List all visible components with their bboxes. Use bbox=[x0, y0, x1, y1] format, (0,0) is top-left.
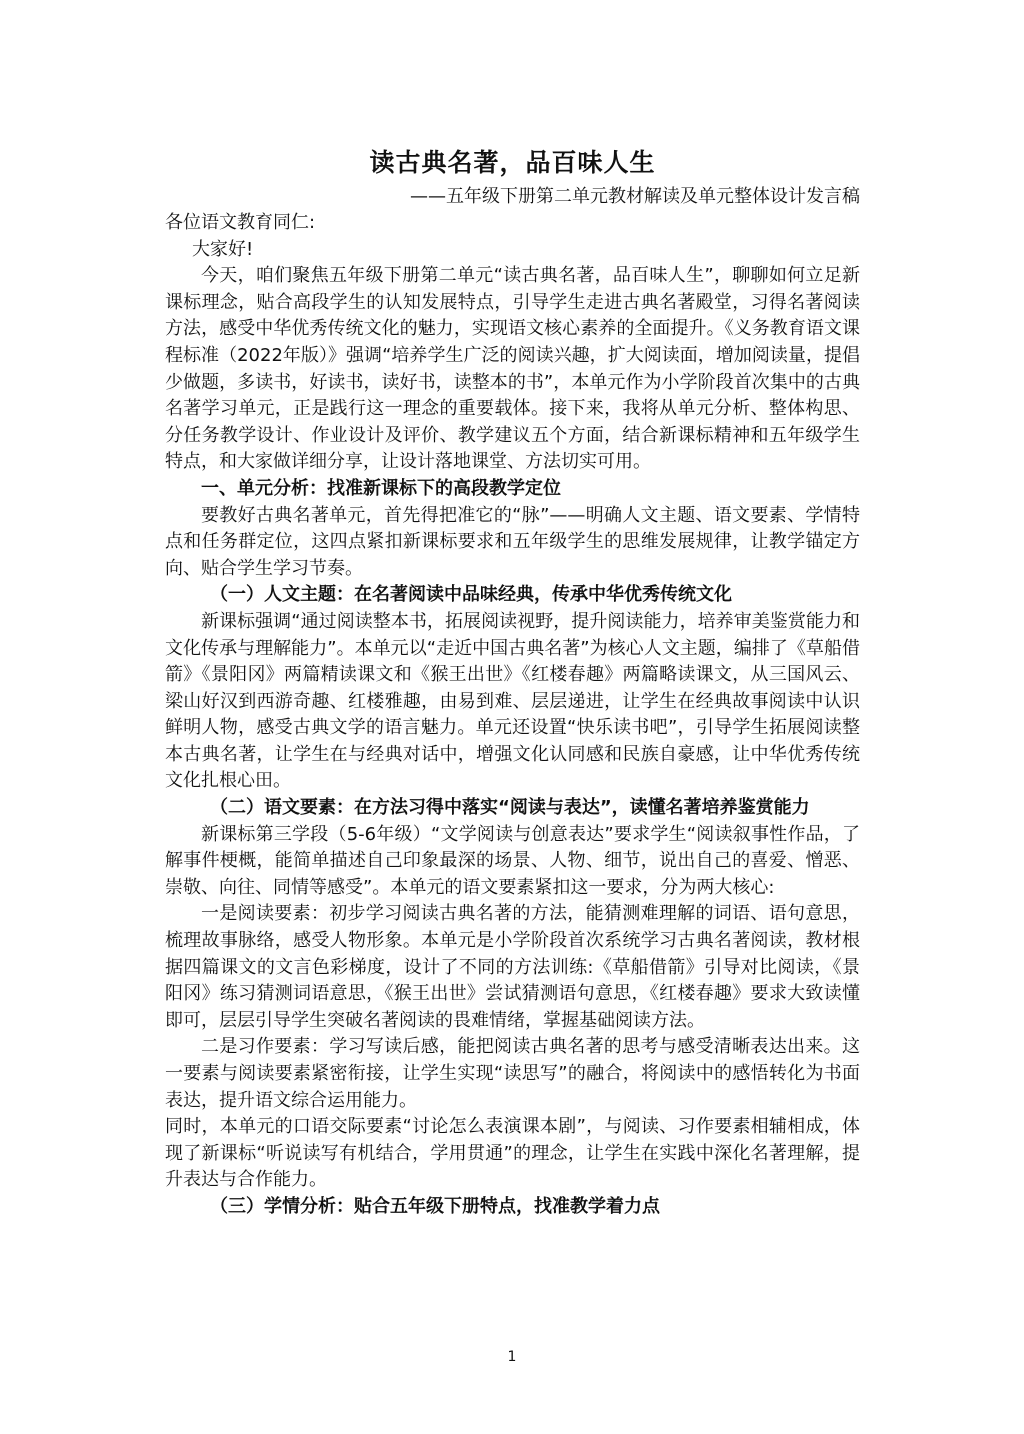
paragraph-theme: 新课标强调“通过阅读整本书，拓展阅读视野，提升阅读能力，培养审美鉴赏能力和文化传承与理解能力”。本单元以“走近中国古典名著”为核心人文主题，编排了《草船借箭》《景阳冈》两篇精读课文和《猴王出世》《红楼春趣》两篇略读课文，从三国风云、梁山好汉到西游奇趣、红楼雅趣，由易到难、层层递进，让学生在经典故事阅读中认识鲜明人物，感受古典文学的语言魅力。单元还设置“快乐读书吧”，引导学生拓展阅读整本古典名著，让学生在与经典对话中，增强文化认同感和民族自豪感，让中华优秀传统文化扎根心田。 bbox=[165, 610, 860, 792]
document-body bbox=[165, 143, 860, 1221]
paragraph-intro: 今天，咱们聚焦五年级下册第二单元“读古典名著，品百味人生”，聊聊如何立足新课标理念，贴合高段学生的认知发展特点，引导学生走进古典名著殿堂，习得名著阅读方法，感受中华优秀传统文化的魅力，实现语文核心素养的全面提升。《义务教育语文课程标准（2022年版）》强调“培养学生广泛的阅读兴趣，扩大阅读面，增加阅读量，提倡少做题，多读书，好读书，读好书，读整本的书”，本单元作为小学阶段首次集中的古典名著学习单元，正是践行这一理念的重要载体。接下来，我将从单元分析、整体构思、分任务教学设计、作业设计及评价、教学建议五个方面，结合新课标精神和五年级学生特点，和大家做详细分享，让设计落地课堂、方法切实可用。 bbox=[165, 265, 860, 473]
hello-line: 大家好! bbox=[192, 238, 254, 260]
subsection-heading-elements: （二）语文要素：在方法习得中落实“阅读与表达”，读懂名著培养鉴赏能力 bbox=[210, 797, 810, 819]
subsection-heading-theme: （一）人文主题：在名著阅读中品味经典，传承中华优秀传统文化 bbox=[210, 584, 732, 606]
document-title: 读古典名著，品百味人生 bbox=[369, 148, 656, 177]
page-number: 1 bbox=[507, 1349, 517, 1365]
greeting: 各位语文教育同仁: bbox=[165, 212, 316, 233]
paragraph-elements: 新课标第三学段（5-6年级）“文学阅读与创意表达”要求学生“阅读叙事性作品，了解事件梗概，能简单描述自己印象最深的场景、人物、细节，说出自己的喜爱、憎恶、崇敬、向往、同情等感受”。本单元的语文要素紧扣这一要求，分为两大核心: bbox=[165, 823, 860, 898]
document-subtitle: ——五年级下册第二单元教材解读及单元整体设计发言稿 bbox=[410, 186, 860, 207]
subsection-heading-learners: （三）学情分析：贴合五年级下册特点，找准教学着力点 bbox=[210, 1195, 660, 1217]
paragraph-reading-element: 一是阅读要素：初步学习阅读古典名著的方法，能猜测难理解的词语、语句意思，梳理故事脉络，感受人物形象。本单元是小学阶段首次系统学习古典名著阅读，教材根据四篇课文的文言色彩梯度，设计了不同的方法训练:《草船借箭》引导对比阅读，《景阳冈》练习猜测词语意思，《猴王出世》尝试猜测语句意思，《红楼春趣》要求大致读懂即可，层层引导学生突破名著阅读的畏难情绪，掌握基础阅读方法。 bbox=[165, 903, 860, 1031]
section-heading-1: 一、单元分析：找准新课标下的高段教学定位 bbox=[201, 477, 561, 499]
paragraph-oral-element: 同时，本单元的口语交际要素“讨论怎么表演课本剧”，与阅读、习作要素相辅相成，体现了新课标“听说读写有机结合，学用贯通”的理念，让学生在实践中深化名著理解，提升表达与合作能力。 bbox=[165, 1116, 860, 1191]
paragraph-writing-element: 二是习作要素：学习写读后感，能把阅读古典名著的思考与感受清晰表达出来。这一要素与阅读要素紧密衔接，让学生实现“读思写”的融合，将阅读中的感悟转化为书面表达，提升语文综合运用能力。 bbox=[165, 1036, 860, 1111]
paragraph-section1-intro: 要教好古典名著单元，首先得把准它的“脉”——明确人文主题、语文要素、学情特点和任务群定位，这四点紧扣新课标要求和五年级学生的思维发展规律，让教学锚定方向、贴合学生学习节奏。 bbox=[165, 504, 860, 579]
